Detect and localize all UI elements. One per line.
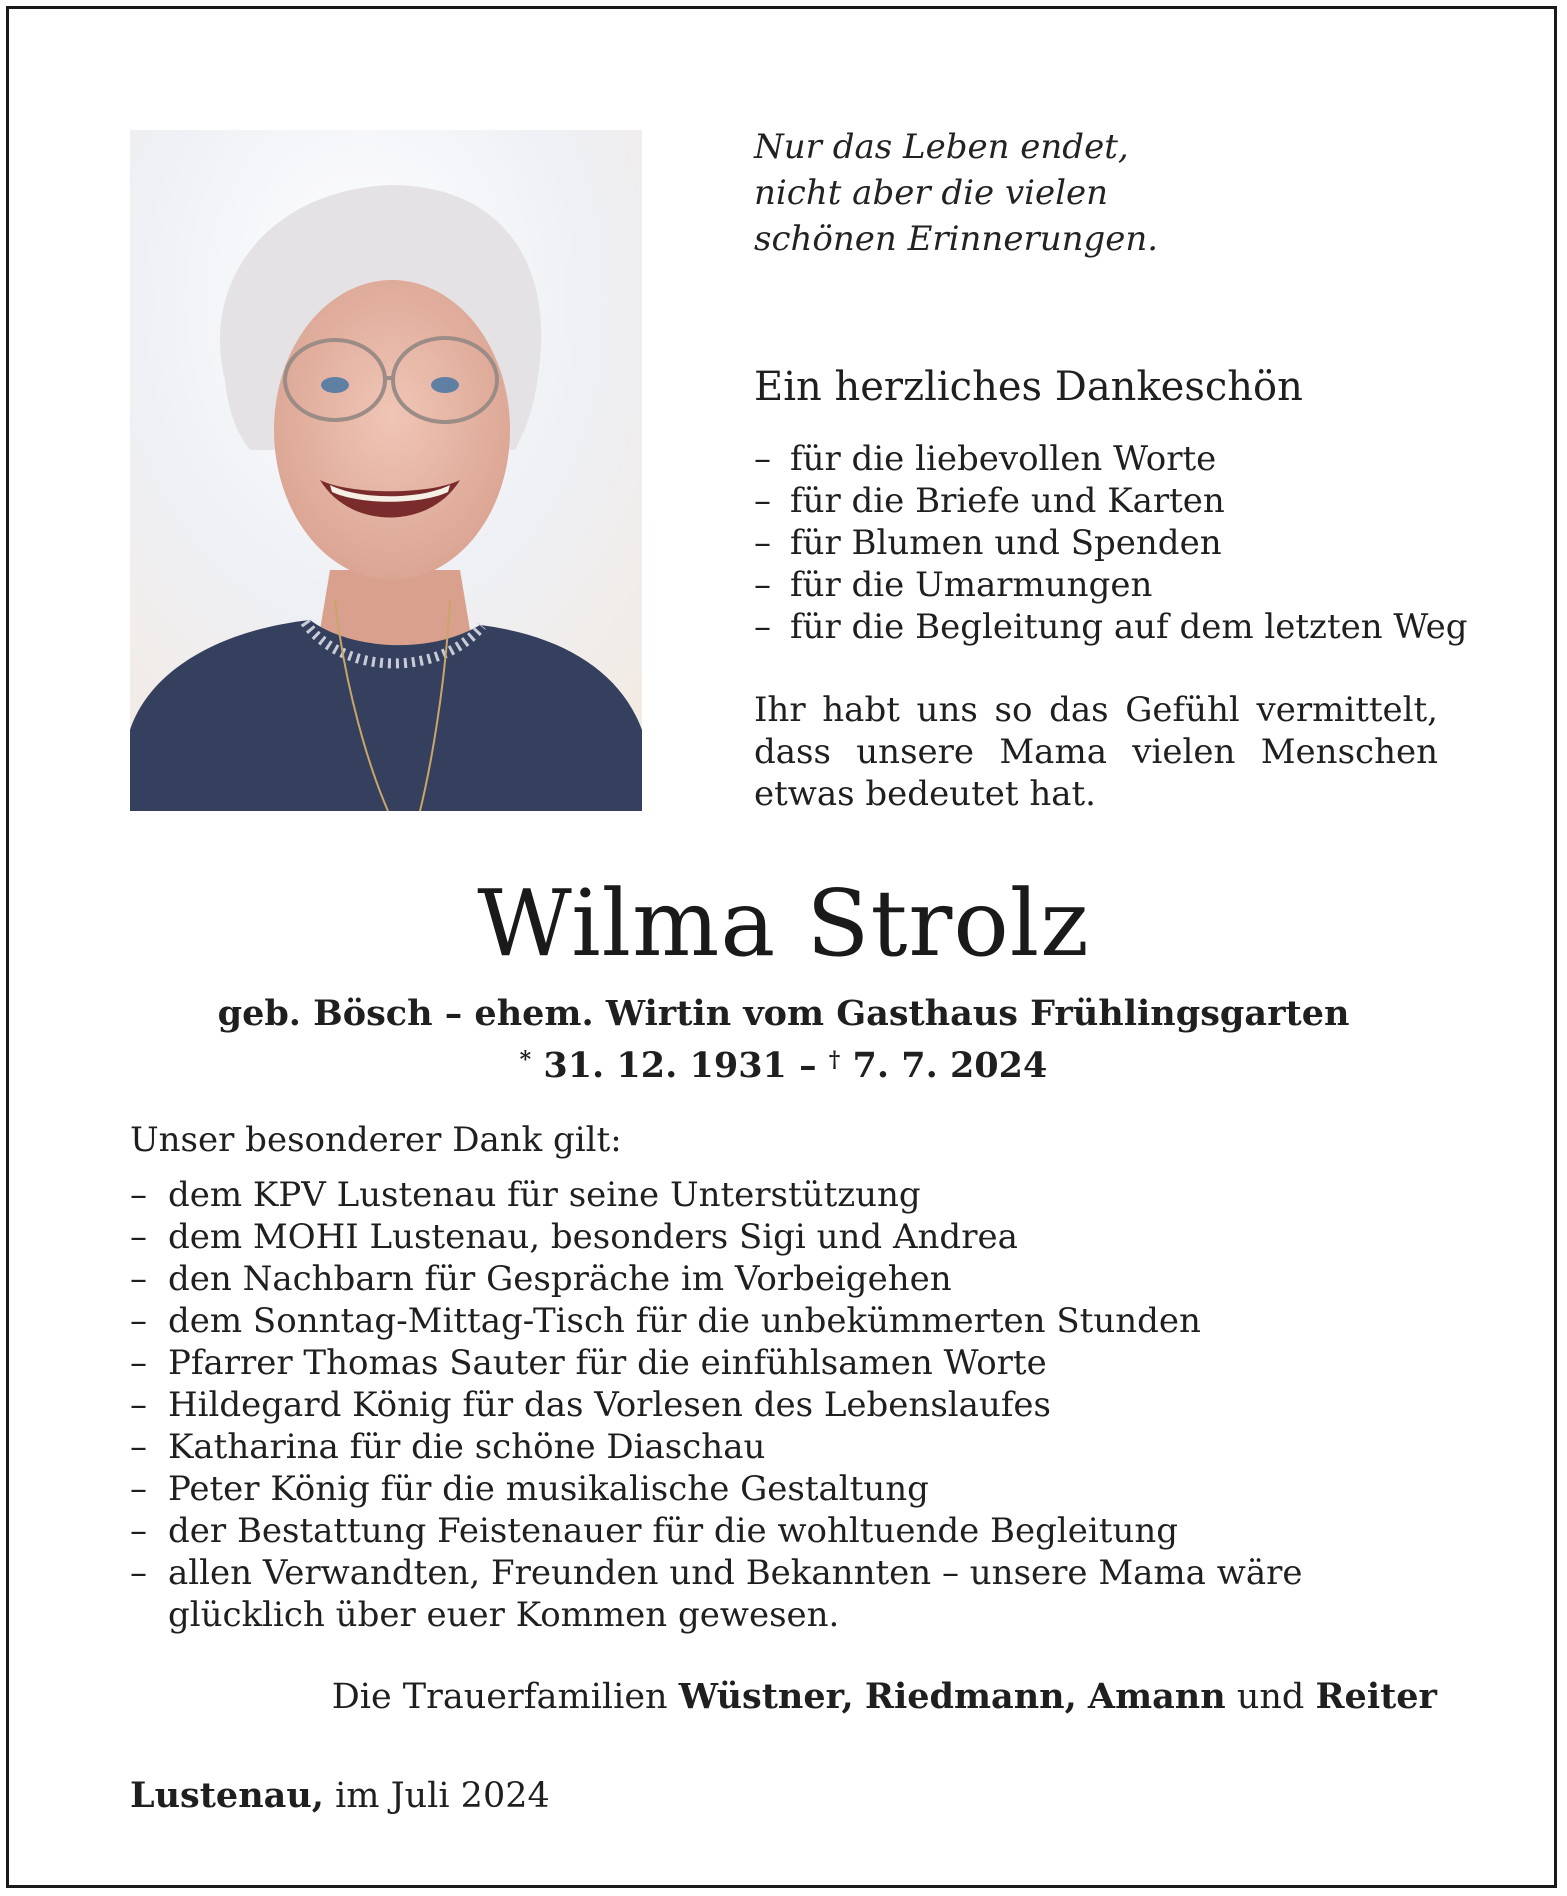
dash-bullet: –: [754, 565, 771, 605]
list-item: – Hildegard König für das Vorlesen des Lebenslaufes: [130, 1385, 1051, 1425]
paragraph-line: dass unsere Mama vielen Menschen: [754, 732, 1438, 772]
birth-date: 31. 12. 1931: [543, 1045, 787, 1086]
list-item: – für die Briefe und Karten: [754, 481, 1225, 521]
dash-bullet: –: [130, 1343, 147, 1383]
list-item: – Pfarrer Thomas Sauter für die einfühlsamen Worte: [130, 1343, 1047, 1383]
list-item: – dem Sonntag-Mittag-Tisch für die unbekümmerten Stunden: [130, 1301, 1201, 1341]
list-item: – der Bestattung Feistenauer für die wohltuende Begleitung: [130, 1511, 1179, 1551]
dash-bullet: –: [130, 1511, 147, 1551]
dash-bullet: –: [130, 1469, 147, 1509]
death-symbol: †: [828, 1047, 841, 1073]
dash-bullet: –: [130, 1301, 147, 1341]
special-thanks-intro: Unser besonderer Dank gilt:: [130, 1120, 622, 1160]
family-name: Amann: [1087, 1676, 1226, 1717]
deceased-name: Wilma Strolz: [477, 870, 1090, 977]
dash-bullet: –: [754, 607, 771, 647]
list-item: – den Nachbarn für Gespräche im Vorbeigehen: [130, 1259, 952, 1299]
dash-bullet: –: [130, 1175, 147, 1215]
list-item: – für die Umarmungen: [754, 565, 1153, 605]
list-item: – Katharina für die schöne Diaschau: [130, 1427, 766, 1467]
place-date: [130, 1774, 550, 1818]
quote-line: nicht aber die vielen: [754, 173, 1109, 213]
list-item: – für Blumen und Spenden: [754, 523, 1222, 563]
dash-bullet: –: [754, 523, 771, 563]
family-name: Riedmann,: [864, 1676, 1077, 1717]
paragraph-line: etwas bedeutet hat.: [754, 774, 1096, 814]
list-item: – für die liebevollen Worte: [754, 439, 1217, 479]
dash-bullet: –: [754, 439, 771, 479]
list-item: – allen Verwandten, Freunden und Bekannten – unsere Mama wäre glücklich über euer Kommen gewesen.: [130, 1553, 1303, 1635]
death-date: 7. 7. 2024: [852, 1045, 1048, 1086]
birth-symbol: *: [519, 1047, 532, 1073]
list-item: – für die Begleitung auf dem letzten Weg: [754, 607, 1468, 647]
list-item: – Peter König für die musikalische Gestaltung: [130, 1469, 929, 1509]
dash-bullet: –: [754, 481, 771, 521]
signature-conjunction: und: [1236, 1677, 1305, 1717]
list-item: – dem KPV Lustenau für seine Unterstützung: [130, 1175, 921, 1215]
family-name: Reiter: [1315, 1676, 1437, 1717]
family-name: Wüstner,: [678, 1676, 854, 1717]
dash-bullet: –: [130, 1259, 147, 1299]
life-dates: [0, 1038, 1567, 1088]
thanks-heading: Ein herzliches Dankeschön: [754, 364, 1303, 410]
special-thanks-list: [130, 1174, 1440, 1636]
thanks-list: [754, 438, 1468, 648]
dash-bullet: –: [130, 1427, 147, 1467]
memorial-quote: [754, 124, 1158, 262]
notice-date: im Juli 2024: [335, 1776, 550, 1816]
dash-bullet: –: [130, 1385, 147, 1425]
place-name: Lustenau,: [130, 1775, 324, 1816]
dash-bullet: –: [130, 1217, 147, 1257]
dash-bullet: –: [130, 1553, 147, 1593]
list-item: – dem MOHI Lustenau, besonders Sigi und Andrea: [130, 1217, 1018, 1257]
date-separator: –: [799, 1045, 817, 1086]
quote-line: schönen Erinnerungen.: [754, 219, 1159, 259]
quote-line: Nur das Leben endet,: [754, 127, 1129, 167]
paragraph-line: Ihr habt uns so das Gefühl vermittelt,: [754, 690, 1438, 730]
family-signature: [332, 1675, 1437, 1719]
deceased-subtitle: geb. Bösch – ehem. Wirtin vom Gasthaus Frühlingsgarten: [217, 993, 1350, 1034]
signature-prefix: Die Trauerfamilien: [331, 1677, 668, 1717]
thanks-paragraph: [754, 689, 1438, 815]
portrait-photo: [130, 130, 642, 811]
